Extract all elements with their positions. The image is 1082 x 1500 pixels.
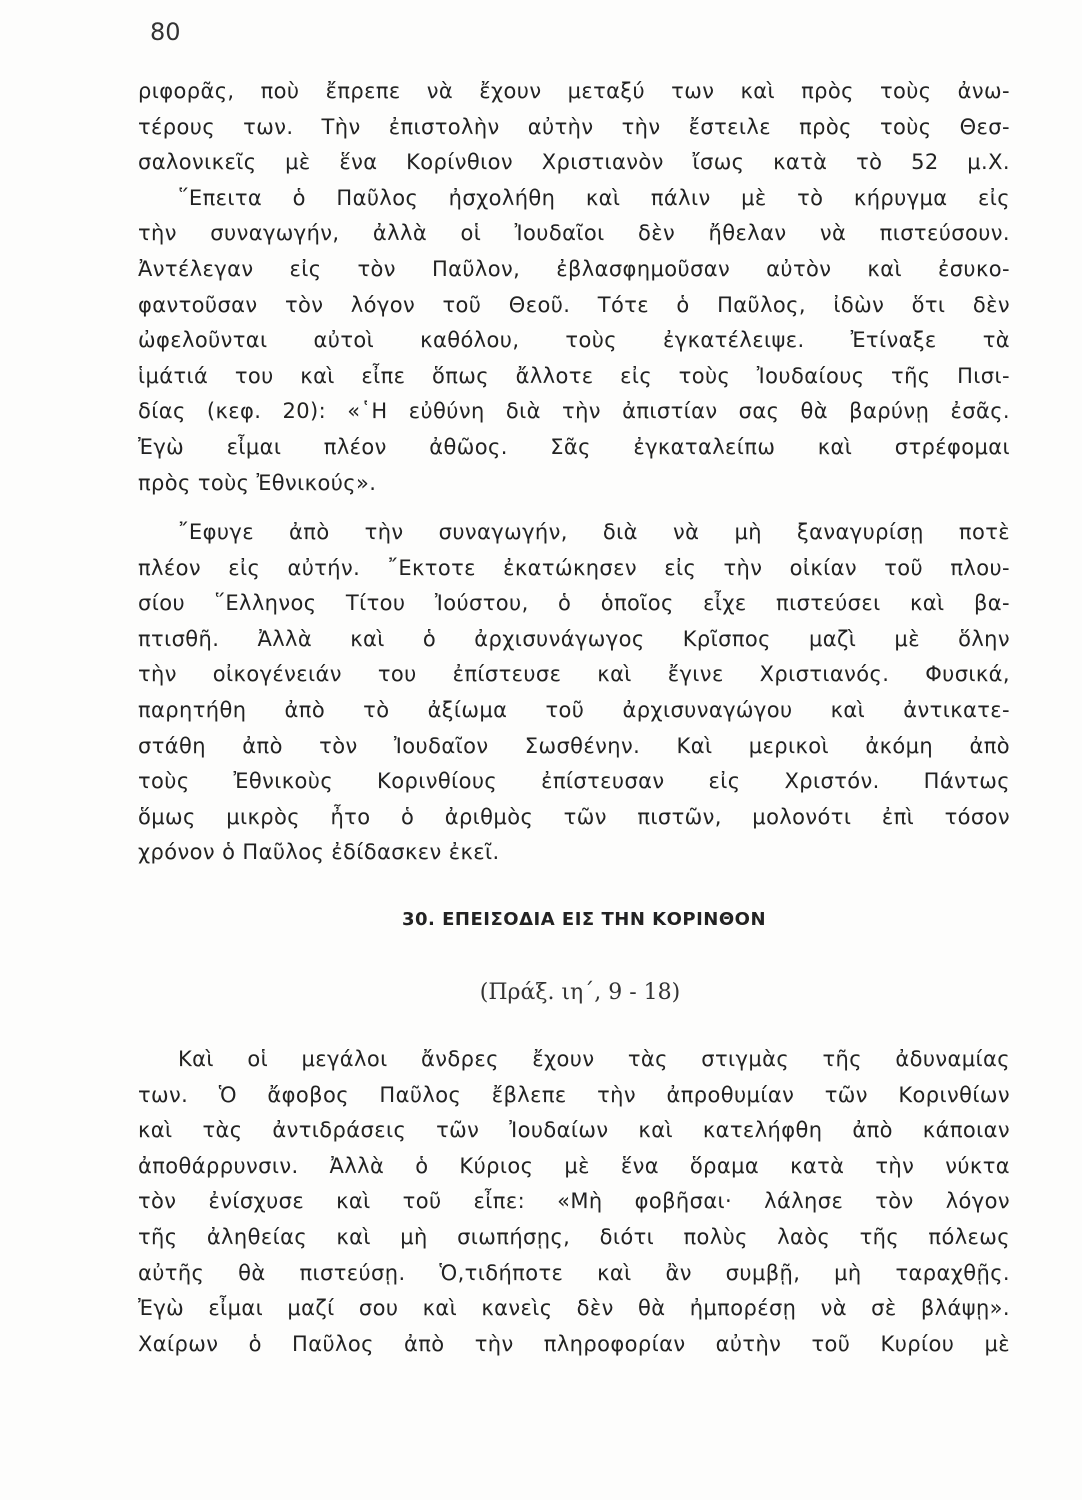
section-reference: (Πράξ. ιη΄, 9 - 18) <box>479 980 681 1005</box>
page-number: 80 <box>150 18 181 46</box>
text-line: τὸν ἐνίσχυσε καὶ τοῦ εἶπε: «Μὴ φοβῆσαι· λάλησε τὸν λόγον <box>138 1189 1010 1214</box>
paragraph <box>138 1042 1010 1362</box>
text-line: τῆς ἀληθείας καὶ μὴ σιωπήσῃς, διότι πολὺς λαὸς τῆς πόλεως <box>138 1224 1010 1249</box>
text-line: ἱμάτιά του καὶ εἶπε ὅπως ἄλλοτε εἰς τοὺς Ἰουδαίους τῆς Πισι- <box>138 363 1010 388</box>
text-line: πρὸς τοὺς Ἐθνικούς». <box>138 470 377 495</box>
text-line: Ἐγὼ εἶμαι πλέον ἀθῶος. Σᾶς ἐγκαταλείπω καὶ στρέφομαι <box>138 434 1010 459</box>
text-line: τοὺς Ἐθνικοὺς Κορινθίους ἐπίστευσαν εἰς Χριστόν. Πάντως <box>138 769 1010 794</box>
text-line: Καὶ οἱ μεγάλοι ἄνδρες ἔχουν τὰς στιγμὰς τῆς ἀδυναμίας <box>178 1047 1010 1071</box>
text-line: Ἐγὼ εἶμαι μαζί σου καὶ κανεὶς δὲν θὰ ἠμπορέσῃ νὰ σὲ βλάψῃ». <box>138 1296 1010 1321</box>
text-line: τὴν οἰκογένειάν του ἐπίστευσε καὶ ἔγινε Χριστιανός. Φυσικά, <box>138 662 1010 687</box>
text-line: Ἀντέλεγαν εἰς τὸν Παῦλον, ἐβλασφημοῦσαν αὐτὸν καὶ ἐσυκο- <box>138 256 1010 281</box>
text-line: αὐτῆς θὰ πιστεύσῃ. Ὁ,τιδήποτε καὶ ἂν συμβῇ, μὴ ταραχθῇς. <box>138 1260 1010 1285</box>
section-heading: 30. ΕΠΕΙΣΟΔΙΑ ΕΙΣ ΤΗΝ ΚΟΡΙΝΘΟΝ <box>401 909 767 930</box>
text-line: ὅμως μικρὸς ἦτο ὁ ἀριθμὸς τῶν πιστῶν, μολονότι ἐπὶ τόσον <box>138 804 1010 829</box>
text-line: ριφορᾶς, ποὺ ἔπρεπε νὰ ἔχουν μεταξύ των καὶ πρὸς τοὺς ἀνω- <box>138 79 1010 103</box>
text-line: πτισθῆ. Ἀλλὰ καὶ ὁ ἀρχισυνάγωγος Κρῖσπος μαζὶ μὲ ὅλην <box>138 626 1010 651</box>
text-line: καὶ τὰς ἀντιδράσεις τῶν Ἰουδαίων καὶ κατελήφθη ἀπὸ κάποιαν <box>138 1118 1010 1143</box>
text-line: χρόνον ὁ Παῦλος ἐδίδασκεν ἐκεῖ. <box>138 840 500 865</box>
text-line: δίας (κεφ. 20): «῾Η εὐθύνη διὰ τὴν ἀπιστίαν σας θὰ βαρύνῃ ἐσᾶς. <box>138 399 1010 424</box>
text-line: ῞Επειτα ὁ Παῦλος ἠσχολήθη καὶ πάλιν μὲ τὸ κήρυγμα εἰς <box>178 185 1010 210</box>
text-line: φαντοῦσαν τὸν λόγον τοῦ Θεοῦ. Τότε ὁ Παῦλος, ἰδὼν ὅτι δὲν <box>138 292 1010 317</box>
text-line: στάθη ἀπὸ τὸν Ἰουδαῖον Σωσθένην. Καὶ μερικοὶ ἀκόμη ἀπὸ <box>138 733 1010 758</box>
text-line: ὠφελοῦνται αὐτοὶ καθόλου, τοὺς ἐγκατέλειψε. Ἐτίναξε τὰ <box>138 328 1010 353</box>
text-line: παρητήθη ἀπὸ τὸ ἀξίωμα τοῦ ἀρχισυναγώγου καὶ ἀντικατε- <box>138 697 1010 722</box>
text-line: των. Ὁ ἄφοβος Παῦλος ἔβλεπε τὴν ἀπροθυμίαν τῶν Κορινθίων <box>138 1082 1010 1107</box>
text-line: σαλονικεῖς μὲ ἕνα Κορίνθιον Χριστιανὸν ἴσως κατὰ τὸ 52 μ.Χ. <box>138 150 1010 175</box>
text-line: ῎Εφυγε ἀπὸ τὴν συναγωγήν, διὰ νὰ μὴ ξαναγυρίσῃ ποτὲ <box>178 520 1010 544</box>
paragraph <box>138 515 1010 871</box>
text-line: Χαίρων ὁ Παῦλος ἀπὸ τὴν πληροφορίαν αὐτὴν τοῦ Κυρίου μὲ <box>138 1331 1010 1356</box>
text-line: ἀποθάρρυνσιν. Ἀλλὰ ὁ Κύριος μὲ ἕνα ὅραμα κατὰ τὴν νύκτα <box>138 1153 1010 1178</box>
text-line: πλέον εἰς αὐτήν. ῎Εκτοτε ἐκατώκησεν εἰς τὴν οἰκίαν τοῦ πλου- <box>138 555 1010 580</box>
text-line: σίου ῞Ελληνος Τίτου Ἰούστου, ὁ ὁποῖος εἶχε πιστεύσει καὶ βα- <box>138 591 1010 616</box>
paragraph-continuation <box>138 74 1010 501</box>
text-line: τέρους των. Τὴν ἐπιστολὴν αὐτὴν τὴν ἔστειλε πρὸς τοὺς Θεσ- <box>138 114 1010 139</box>
text-line: τὴν συναγωγήν, ἀλλὰ οἱ Ἰουδαῖοι δὲν ἤθελαν νὰ πιστεύσουν. <box>138 221 1010 246</box>
